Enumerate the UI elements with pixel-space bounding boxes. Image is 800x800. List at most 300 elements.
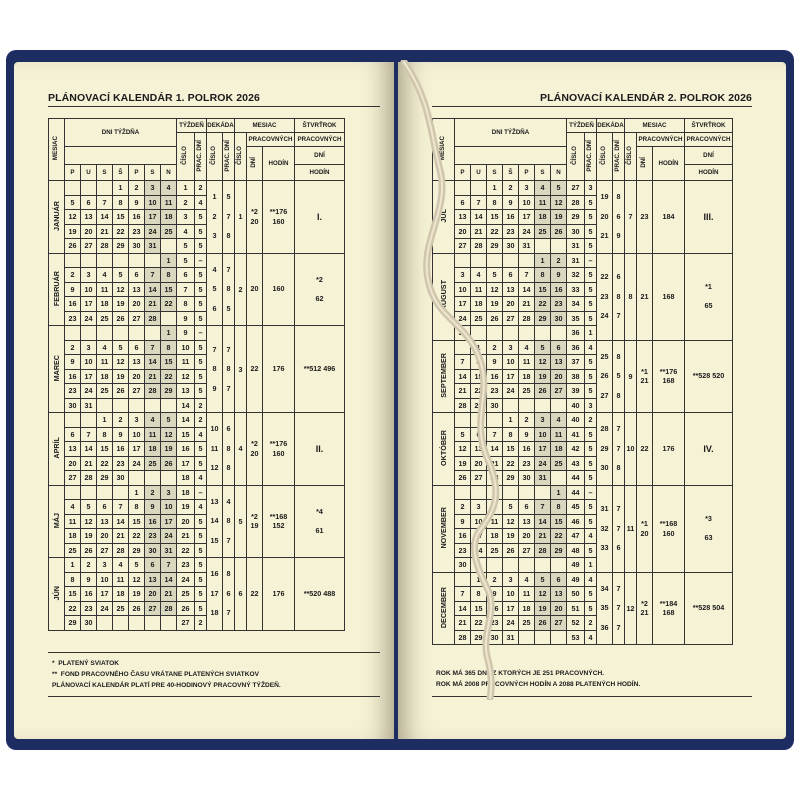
- day-cell[interactable]: 28: [455, 398, 471, 413]
- day-cell[interactable]: 30: [113, 471, 129, 486]
- day-cell[interactable]: 17: [519, 210, 535, 225]
- day-cell[interactable]: 29: [97, 471, 113, 486]
- day-cell[interactable]: 16: [65, 297, 81, 312]
- day-cell[interactable]: 28: [145, 384, 161, 399]
- day-cell[interactable]: 17: [503, 601, 519, 616]
- day-cell[interactable]: 19: [551, 210, 567, 225]
- day-cell[interactable]: [65, 413, 81, 428]
- day-cell[interactable]: 28: [471, 239, 487, 254]
- day-cell[interactable]: 27: [81, 239, 97, 254]
- day-cell[interactable]: 6: [551, 572, 567, 587]
- day-cell[interactable]: [487, 326, 503, 341]
- day-cell[interactable]: [551, 630, 567, 645]
- day-cell[interactable]: 12: [487, 282, 503, 297]
- day-cell[interactable]: 9: [455, 514, 471, 529]
- day-cell[interactable]: 14: [81, 442, 97, 457]
- day-cell[interactable]: 25: [535, 224, 551, 239]
- day-cell[interactable]: 5: [113, 340, 129, 355]
- day-cell[interactable]: 4: [113, 558, 129, 573]
- day-cell[interactable]: 26: [65, 239, 81, 254]
- day-cell[interactable]: 21: [455, 384, 471, 399]
- day-cell[interactable]: 4: [519, 572, 535, 587]
- day-cell[interactable]: 22: [471, 384, 487, 399]
- day-cell[interactable]: [535, 630, 551, 645]
- day-cell[interactable]: 6: [471, 427, 487, 442]
- day-cell[interactable]: 26: [535, 384, 551, 399]
- day-cell[interactable]: 28: [519, 311, 535, 326]
- day-cell[interactable]: [129, 253, 145, 268]
- day-cell[interactable]: [145, 398, 161, 413]
- day-cell[interactable]: 10: [503, 587, 519, 602]
- day-cell[interactable]: 30: [551, 311, 567, 326]
- day-cell[interactable]: 12: [551, 195, 567, 210]
- day-cell[interactable]: [471, 326, 487, 341]
- day-cell[interactable]: 3: [471, 500, 487, 515]
- day-cell[interactable]: 13: [129, 355, 145, 370]
- day-cell[interactable]: 28: [81, 471, 97, 486]
- day-cell[interactable]: 1: [471, 340, 487, 355]
- day-cell[interactable]: 16: [145, 514, 161, 529]
- day-cell[interactable]: 20: [129, 297, 145, 312]
- day-cell[interactable]: 3: [161, 485, 177, 500]
- day-cell[interactable]: 23: [81, 601, 97, 616]
- day-cell[interactable]: 11: [487, 514, 503, 529]
- day-cell[interactable]: [519, 558, 535, 573]
- day-cell[interactable]: 28: [113, 543, 129, 558]
- day-cell[interactable]: 22: [161, 297, 177, 312]
- day-cell[interactable]: 15: [97, 442, 113, 457]
- day-cell[interactable]: 16: [503, 210, 519, 225]
- day-cell[interactable]: 25: [97, 384, 113, 399]
- day-cell[interactable]: 25: [519, 384, 535, 399]
- day-cell[interactable]: [535, 485, 551, 500]
- day-cell[interactable]: 4: [551, 413, 567, 428]
- day-cell[interactable]: 5: [113, 268, 129, 283]
- day-cell[interactable]: [471, 413, 487, 428]
- day-cell[interactable]: 8: [65, 572, 81, 587]
- day-cell[interactable]: 29: [113, 239, 129, 254]
- day-cell[interactable]: 9: [81, 572, 97, 587]
- day-cell[interactable]: 4: [535, 181, 551, 196]
- day-cell[interactable]: 18: [551, 442, 567, 457]
- day-cell[interactable]: 1: [503, 413, 519, 428]
- day-cell[interactable]: 16: [487, 601, 503, 616]
- day-cell[interactable]: 20: [471, 456, 487, 471]
- day-cell[interactable]: 17: [161, 514, 177, 529]
- day-cell[interactable]: [535, 239, 551, 254]
- day-cell[interactable]: 11: [519, 587, 535, 602]
- day-cell[interactable]: 21: [145, 297, 161, 312]
- day-cell[interactable]: [81, 485, 97, 500]
- day-cell[interactable]: 12: [129, 572, 145, 587]
- day-cell[interactable]: [503, 398, 519, 413]
- day-cell[interactable]: 3: [97, 558, 113, 573]
- day-cell[interactable]: 16: [551, 282, 567, 297]
- day-cell[interactable]: 14: [145, 282, 161, 297]
- day-cell[interactable]: 19: [113, 297, 129, 312]
- day-cell[interactable]: 31: [519, 239, 535, 254]
- day-cell[interactable]: 9: [145, 500, 161, 515]
- day-cell[interactable]: 30: [487, 630, 503, 645]
- day-cell[interactable]: 10: [97, 572, 113, 587]
- day-cell[interactable]: [97, 253, 113, 268]
- day-cell[interactable]: 31: [81, 398, 97, 413]
- day-cell[interactable]: 22: [535, 297, 551, 312]
- day-cell[interactable]: 19: [487, 297, 503, 312]
- day-cell[interactable]: [161, 398, 177, 413]
- day-cell[interactable]: [551, 398, 567, 413]
- day-cell[interactable]: 24: [471, 543, 487, 558]
- day-cell[interactable]: 14: [471, 210, 487, 225]
- day-cell[interactable]: 8: [503, 427, 519, 442]
- day-cell[interactable]: 16: [519, 442, 535, 457]
- day-cell[interactable]: 25: [113, 601, 129, 616]
- day-cell[interactable]: 22: [471, 616, 487, 631]
- day-cell[interactable]: 16: [455, 529, 471, 544]
- day-cell[interactable]: 23: [455, 543, 471, 558]
- day-cell[interactable]: 16: [113, 442, 129, 457]
- day-cell[interactable]: 15: [129, 514, 145, 529]
- day-cell[interactable]: 14: [519, 282, 535, 297]
- day-cell[interactable]: [487, 558, 503, 573]
- day-cell[interactable]: 24: [81, 384, 97, 399]
- day-cell[interactable]: 13: [503, 282, 519, 297]
- day-cell[interactable]: [455, 572, 471, 587]
- day-cell[interactable]: 26: [535, 616, 551, 631]
- day-cell[interactable]: 11: [113, 572, 129, 587]
- day-cell[interactable]: 28: [455, 630, 471, 645]
- day-cell[interactable]: 5: [487, 268, 503, 283]
- day-cell[interactable]: 16: [65, 369, 81, 384]
- day-cell[interactable]: 13: [551, 587, 567, 602]
- day-cell[interactable]: 29: [471, 630, 487, 645]
- day-cell[interactable]: 7: [113, 500, 129, 515]
- day-cell[interactable]: 7: [519, 268, 535, 283]
- day-cell[interactable]: 6: [551, 340, 567, 355]
- day-cell[interactable]: 9: [113, 427, 129, 442]
- day-cell[interactable]: [455, 340, 471, 355]
- day-cell[interactable]: 10: [455, 282, 471, 297]
- day-cell[interactable]: 30: [503, 239, 519, 254]
- day-cell[interactable]: 18: [97, 297, 113, 312]
- day-cell[interactable]: 6: [145, 558, 161, 573]
- day-cell[interactable]: 15: [535, 282, 551, 297]
- day-cell[interactable]: 8: [161, 268, 177, 283]
- day-cell[interactable]: 8: [97, 427, 113, 442]
- day-cell[interactable]: 2: [65, 340, 81, 355]
- day-cell[interactable]: 13: [129, 282, 145, 297]
- day-cell[interactable]: 24: [503, 384, 519, 399]
- day-cell[interactable]: [455, 253, 471, 268]
- day-cell[interactable]: 6: [519, 500, 535, 515]
- day-cell[interactable]: 1: [161, 326, 177, 341]
- day-cell[interactable]: 7: [161, 558, 177, 573]
- day-cell[interactable]: 25: [97, 311, 113, 326]
- day-cell[interactable]: 12: [455, 442, 471, 457]
- day-cell[interactable]: 22: [503, 456, 519, 471]
- day-cell[interactable]: [535, 558, 551, 573]
- day-cell[interactable]: 3: [503, 340, 519, 355]
- day-cell[interactable]: [81, 326, 97, 341]
- day-cell[interactable]: 24: [455, 311, 471, 326]
- day-cell[interactable]: 11: [65, 514, 81, 529]
- day-cell[interactable]: 3: [145, 181, 161, 196]
- day-cell[interactable]: 21: [471, 224, 487, 239]
- day-cell[interactable]: 3: [81, 340, 97, 355]
- day-cell[interactable]: [161, 471, 177, 486]
- day-cell[interactable]: [129, 616, 145, 631]
- day-cell[interactable]: 26: [81, 543, 97, 558]
- day-cell[interactable]: 26: [113, 311, 129, 326]
- day-cell[interactable]: 14: [455, 369, 471, 384]
- day-cell[interactable]: 5: [65, 195, 81, 210]
- day-cell[interactable]: 19: [535, 369, 551, 384]
- day-cell[interactable]: 5: [535, 340, 551, 355]
- day-cell[interactable]: 13: [97, 514, 113, 529]
- day-cell[interactable]: 27: [129, 384, 145, 399]
- day-cell[interactable]: [97, 485, 113, 500]
- day-cell[interactable]: 19: [81, 529, 97, 544]
- day-cell[interactable]: 29: [535, 311, 551, 326]
- day-cell[interactable]: [145, 253, 161, 268]
- day-cell[interactable]: 21: [113, 529, 129, 544]
- day-cell[interactable]: 20: [129, 369, 145, 384]
- day-cell[interactable]: [455, 181, 471, 196]
- day-cell[interactable]: 21: [81, 456, 97, 471]
- day-cell[interactable]: 18: [113, 587, 129, 602]
- day-cell[interactable]: [97, 181, 113, 196]
- day-cell[interactable]: [487, 413, 503, 428]
- day-cell[interactable]: 4: [161, 181, 177, 196]
- day-cell[interactable]: 20: [65, 456, 81, 471]
- day-cell[interactable]: 9: [487, 587, 503, 602]
- day-cell[interactable]: 27: [551, 384, 567, 399]
- day-cell[interactable]: 27: [551, 616, 567, 631]
- day-cell[interactable]: 23: [519, 456, 535, 471]
- day-cell[interactable]: 24: [535, 456, 551, 471]
- day-cell[interactable]: [161, 311, 177, 326]
- day-cell[interactable]: 5: [535, 572, 551, 587]
- day-cell[interactable]: 14: [161, 572, 177, 587]
- day-cell[interactable]: 9: [65, 282, 81, 297]
- day-cell[interactable]: 26: [113, 384, 129, 399]
- day-cell[interactable]: [129, 326, 145, 341]
- day-cell[interactable]: [551, 239, 567, 254]
- day-cell[interactable]: 24: [129, 456, 145, 471]
- day-cell[interactable]: 23: [129, 224, 145, 239]
- day-cell[interactable]: 15: [113, 210, 129, 225]
- day-cell[interactable]: 17: [81, 369, 97, 384]
- day-cell[interactable]: 18: [145, 442, 161, 457]
- day-cell[interactable]: 26: [161, 456, 177, 471]
- day-cell[interactable]: 22: [129, 529, 145, 544]
- day-cell[interactable]: 13: [551, 355, 567, 370]
- day-cell[interactable]: 27: [471, 471, 487, 486]
- day-cell[interactable]: 29: [487, 239, 503, 254]
- day-cell[interactable]: 20: [503, 297, 519, 312]
- day-cell[interactable]: [519, 630, 535, 645]
- day-cell[interactable]: 8: [471, 355, 487, 370]
- day-cell[interactable]: 1: [487, 181, 503, 196]
- day-cell[interactable]: 13: [455, 210, 471, 225]
- day-cell[interactable]: 10: [471, 514, 487, 529]
- day-cell[interactable]: 27: [519, 543, 535, 558]
- day-cell[interactable]: [471, 485, 487, 500]
- day-cell[interactable]: 3: [503, 572, 519, 587]
- day-cell[interactable]: 22: [487, 224, 503, 239]
- day-cell[interactable]: 14: [113, 514, 129, 529]
- day-cell[interactable]: 19: [113, 369, 129, 384]
- day-cell[interactable]: 24: [503, 616, 519, 631]
- day-cell[interactable]: 8: [487, 195, 503, 210]
- day-cell[interactable]: 10: [129, 427, 145, 442]
- day-cell[interactable]: [113, 326, 129, 341]
- day-cell[interactable]: 1: [97, 413, 113, 428]
- day-cell[interactable]: [471, 181, 487, 196]
- day-cell[interactable]: [65, 253, 81, 268]
- day-cell[interactable]: 20: [519, 529, 535, 544]
- day-cell[interactable]: 19: [455, 456, 471, 471]
- day-cell[interactable]: 7: [455, 355, 471, 370]
- day-cell[interactable]: [81, 181, 97, 196]
- day-cell[interactable]: 24: [145, 224, 161, 239]
- day-cell[interactable]: [519, 398, 535, 413]
- day-cell[interactable]: 30: [519, 471, 535, 486]
- day-cell[interactable]: 8: [535, 268, 551, 283]
- day-cell[interactable]: 18: [471, 297, 487, 312]
- day-cell[interactable]: 10: [519, 195, 535, 210]
- day-cell[interactable]: 27: [97, 543, 113, 558]
- day-cell[interactable]: 23: [503, 224, 519, 239]
- day-cell[interactable]: 31: [535, 471, 551, 486]
- day-cell[interactable]: 14: [535, 514, 551, 529]
- day-cell[interactable]: 19: [535, 601, 551, 616]
- day-cell[interactable]: 7: [81, 427, 97, 442]
- day-cell[interactable]: 11: [551, 427, 567, 442]
- day-cell[interactable]: 9: [551, 268, 567, 283]
- day-cell[interactable]: 15: [161, 355, 177, 370]
- day-cell[interactable]: 20: [455, 224, 471, 239]
- day-cell[interactable]: 25: [65, 543, 81, 558]
- day-cell[interactable]: 6: [455, 195, 471, 210]
- day-cell[interactable]: 10: [161, 500, 177, 515]
- day-cell[interactable]: 21: [97, 224, 113, 239]
- day-cell[interactable]: 22: [113, 224, 129, 239]
- day-cell[interactable]: 6: [503, 268, 519, 283]
- day-cell[interactable]: 5: [503, 500, 519, 515]
- day-cell[interactable]: 9: [487, 355, 503, 370]
- day-cell[interactable]: 23: [113, 456, 129, 471]
- day-cell[interactable]: 31: [455, 326, 471, 341]
- day-cell[interactable]: 14: [455, 601, 471, 616]
- day-cell[interactable]: 4: [97, 340, 113, 355]
- day-cell[interactable]: 25: [519, 616, 535, 631]
- day-cell[interactable]: [65, 181, 81, 196]
- day-cell[interactable]: 6: [129, 268, 145, 283]
- day-cell[interactable]: 18: [519, 601, 535, 616]
- day-cell[interactable]: 30: [455, 558, 471, 573]
- day-cell[interactable]: [81, 413, 97, 428]
- day-cell[interactable]: 1: [65, 558, 81, 573]
- day-cell[interactable]: [503, 253, 519, 268]
- day-cell[interactable]: 18: [161, 210, 177, 225]
- day-cell[interactable]: [503, 326, 519, 341]
- day-cell[interactable]: [503, 558, 519, 573]
- day-cell[interactable]: 15: [503, 442, 519, 457]
- day-cell[interactable]: 13: [519, 514, 535, 529]
- day-cell[interactable]: 18: [487, 529, 503, 544]
- day-cell[interactable]: [161, 616, 177, 631]
- day-cell[interactable]: 4: [487, 500, 503, 515]
- day-cell[interactable]: 15: [471, 369, 487, 384]
- day-cell[interactable]: 22: [65, 601, 81, 616]
- day-cell[interactable]: 25: [471, 311, 487, 326]
- day-cell[interactable]: 17: [81, 297, 97, 312]
- day-cell[interactable]: [145, 326, 161, 341]
- day-cell[interactable]: 4: [145, 413, 161, 428]
- day-cell[interactable]: 21: [519, 297, 535, 312]
- day-cell[interactable]: 27: [65, 471, 81, 486]
- day-cell[interactable]: 17: [145, 210, 161, 225]
- day-cell[interactable]: 12: [535, 355, 551, 370]
- day-cell[interactable]: [455, 485, 471, 500]
- day-cell[interactable]: 5: [551, 181, 567, 196]
- day-cell[interactable]: 15: [471, 601, 487, 616]
- day-cell[interactable]: 7: [145, 268, 161, 283]
- day-cell[interactable]: 29: [65, 616, 81, 631]
- day-cell[interactable]: [113, 616, 129, 631]
- day-cell[interactable]: 25: [161, 224, 177, 239]
- day-cell[interactable]: 25: [145, 456, 161, 471]
- day-cell[interactable]: [519, 253, 535, 268]
- day-cell[interactable]: 29: [129, 543, 145, 558]
- day-cell[interactable]: [551, 326, 567, 341]
- day-cell[interactable]: 11: [471, 282, 487, 297]
- day-cell[interactable]: 6: [65, 427, 81, 442]
- day-cell[interactable]: 20: [145, 587, 161, 602]
- day-cell[interactable]: 1: [535, 253, 551, 268]
- day-cell[interactable]: 26: [503, 543, 519, 558]
- day-cell[interactable]: 20: [551, 601, 567, 616]
- day-cell[interactable]: 16: [129, 210, 145, 225]
- day-cell[interactable]: [487, 253, 503, 268]
- day-cell[interactable]: 10: [81, 355, 97, 370]
- day-cell[interactable]: 7: [145, 340, 161, 355]
- day-cell[interactable]: 30: [81, 616, 97, 631]
- day-cell[interactable]: 10: [503, 355, 519, 370]
- day-cell[interactable]: [81, 253, 97, 268]
- day-cell[interactable]: 8: [471, 587, 487, 602]
- day-cell[interactable]: 8: [113, 195, 129, 210]
- day-cell[interactable]: [487, 485, 503, 500]
- day-cell[interactable]: [161, 239, 177, 254]
- day-cell[interactable]: 5: [129, 558, 145, 573]
- day-cell[interactable]: 18: [97, 369, 113, 384]
- day-cell[interactable]: 19: [129, 587, 145, 602]
- day-cell[interactable]: 20: [551, 369, 567, 384]
- day-cell[interactable]: 3: [519, 181, 535, 196]
- day-cell[interactable]: 11: [145, 427, 161, 442]
- day-cell[interactable]: 28: [487, 471, 503, 486]
- day-cell[interactable]: [551, 471, 567, 486]
- day-cell[interactable]: 12: [503, 514, 519, 529]
- day-cell[interactable]: 15: [487, 210, 503, 225]
- day-cell[interactable]: [113, 398, 129, 413]
- day-cell[interactable]: 1: [551, 485, 567, 500]
- day-cell[interactable]: 2: [487, 340, 503, 355]
- day-cell[interactable]: 2: [503, 181, 519, 196]
- day-cell[interactable]: 12: [161, 427, 177, 442]
